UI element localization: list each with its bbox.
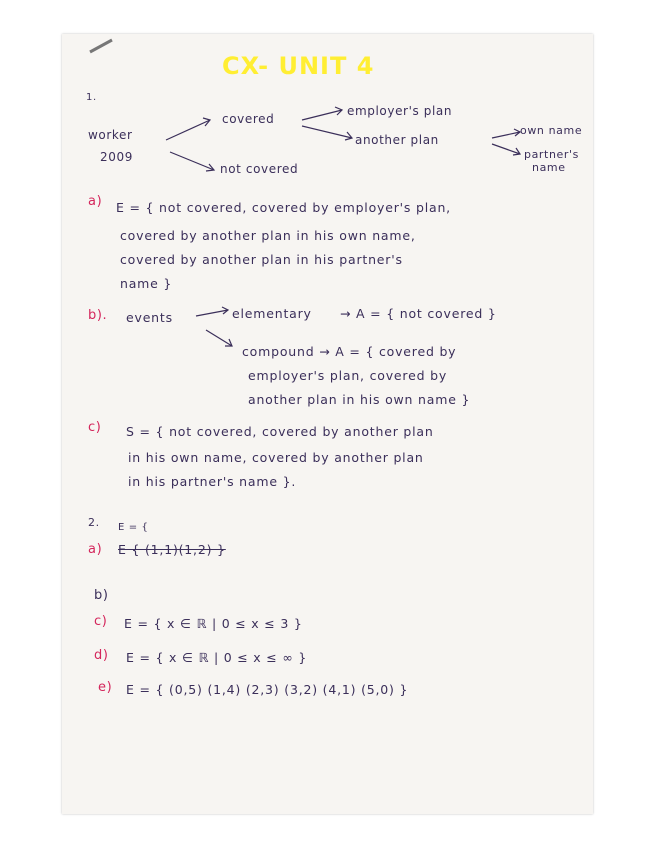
label-1b: b). (88, 308, 108, 323)
arrow-events-compound (206, 330, 232, 346)
compound-line-2: employer's plan, covered by (248, 368, 448, 383)
answer-1a-line-1: E = { not covered, covered by employer's plan, (116, 200, 451, 215)
question-number-2: 2. (88, 516, 100, 529)
answer-2c: E = { x ∈ ℝ | 0 ≤ x ≤ 3 } (124, 616, 303, 631)
arrow-events-elementary (196, 310, 228, 316)
elementary-set: → A = { not covered } (340, 306, 497, 321)
label-1c: c) (88, 420, 102, 435)
tree-own-name: own name (520, 124, 583, 137)
label-2b: b) (94, 588, 109, 603)
tree-not-covered: not covered (220, 162, 299, 176)
answer-1c-line-3: in his partner's name }. (128, 474, 297, 489)
corner-mark (90, 40, 112, 52)
tree-root: worker (88, 128, 133, 142)
compound-line-3: another plan in his own name } (248, 392, 471, 407)
answer-1a-line-2: covered by another plan in his own name, (120, 228, 416, 243)
answer-2e: E = { (0,5) (1,4) (2,3) (3,2) (4,1) (5,0) } (126, 682, 409, 697)
tree-name: name (532, 161, 566, 174)
label-2a: a) (88, 542, 103, 557)
arrow-covered-employer (302, 110, 342, 120)
label-2c: c) (94, 614, 108, 629)
arrow-worker-covered (166, 120, 210, 140)
tree-employer-plan: employer's plan (347, 104, 453, 118)
label-1a: a) (88, 194, 103, 209)
elementary-label: elementary (232, 306, 312, 321)
arrow-worker-notcovered (170, 152, 214, 170)
answer-1c-line-2: in his own name, covered by another plan (128, 450, 424, 465)
question-number-1: 1. (86, 92, 97, 103)
answer-1c-line-1: S = { not covered, covered by another plan (126, 424, 434, 439)
answer-1a-line-3: covered by another plan in his partner's (120, 252, 403, 267)
answer-2a-small: E = { (118, 522, 149, 533)
events-label: events (126, 310, 173, 325)
answer-1a-line-4: name } (120, 276, 173, 291)
label-2d: d) (94, 648, 109, 663)
page-title: CX- UNIT 4 (222, 52, 375, 80)
arrow-another-partner (492, 144, 520, 154)
tree-partners: partner's (524, 148, 579, 161)
tree-covered: covered (222, 112, 275, 126)
tree-another-plan: another plan (355, 133, 439, 147)
answer-2d: E = { x ∈ ℝ | 0 ≤ x ≤ ∞ } (126, 650, 308, 665)
label-2e: e) (98, 680, 113, 695)
arrow-covered-another (302, 126, 352, 138)
compound-line-1: compound → A = { covered by (242, 344, 457, 359)
tree-year: 2009 (100, 150, 133, 164)
answer-2a: E { (1,1)(1,2) } (118, 542, 226, 557)
